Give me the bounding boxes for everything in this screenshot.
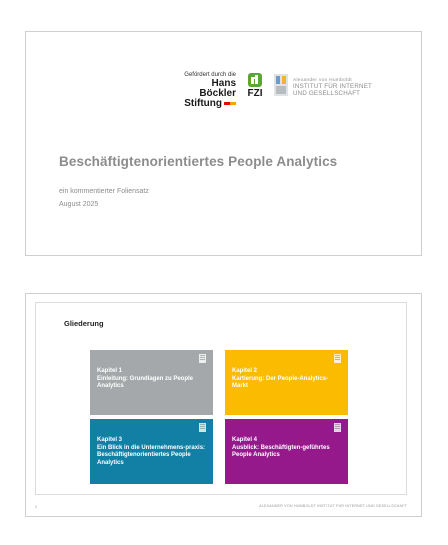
hbs-name-line1: Hans Böckler <box>199 78 236 99</box>
chapter-title: Ausblick: Beschäftigten-geführtes People Analytics <box>232 444 330 458</box>
fzi-mark-icon <box>247 72 263 88</box>
document-icon <box>334 423 341 432</box>
chapter-number: Kapitel 4 <box>232 437 258 443</box>
chapter-title: Einleitung: Grundlagen zu People Analytics <box>97 375 194 389</box>
chapter-title: Kartierung: Der People-Analytics-Markt <box>232 375 329 389</box>
chapter-tile-1[interactable] <box>90 350 213 415</box>
chapter-number: Kapitel 3 <box>97 437 123 443</box>
chapter-tile-4[interactable] <box>225 419 348 484</box>
hiig-line3: UND GESELLSCHAFT <box>293 90 361 97</box>
title-slide <box>25 31 422 256</box>
slide-date: August 2025 <box>59 201 99 208</box>
chapter-title: Ein Blick in die Unternehmens-praxis: Beschäftigtenorientiertes People Analytics <box>97 444 206 466</box>
fzi-logo <box>246 72 264 99</box>
chapter-tile-2[interactable] <box>225 350 348 415</box>
hbs-funding-note: Gefördert durch die <box>184 72 236 78</box>
chapter-tile-3[interactable] <box>90 419 213 484</box>
hbs-stripe-icon <box>224 102 236 105</box>
hbs-name-line2: Stiftung <box>184 98 222 109</box>
document-icon <box>199 423 206 432</box>
agenda-heading: Gliederung <box>64 319 104 328</box>
slide-footer: ALEXANDER VON HUMBOLDT INSTITUT FÜR INTERNET UND GESELLSCHAFT <box>259 504 407 508</box>
hiig-line2: INSTITUT FÜR INTERNET <box>293 83 373 90</box>
hans-boeckler-logo <box>176 72 236 109</box>
hiig-line1: Alexander von Humboldt <box>293 77 353 82</box>
agenda-slide <box>25 293 422 517</box>
slide-title: Beschäftigtenorientiertes People Analytics <box>59 154 338 169</box>
hiig-mark-icon <box>274 74 288 96</box>
chapter-number: Kapitel 1 <box>97 368 123 374</box>
slide-subtitle: ein kommentierter Foliensatz <box>59 188 149 195</box>
fzi-label: FZI <box>247 88 263 99</box>
document-icon <box>199 354 206 363</box>
hiig-logo-text <box>293 76 413 97</box>
document-icon <box>334 354 341 363</box>
page-number: 2 <box>35 504 38 509</box>
chapter-number: Kapitel 2 <box>232 368 258 374</box>
